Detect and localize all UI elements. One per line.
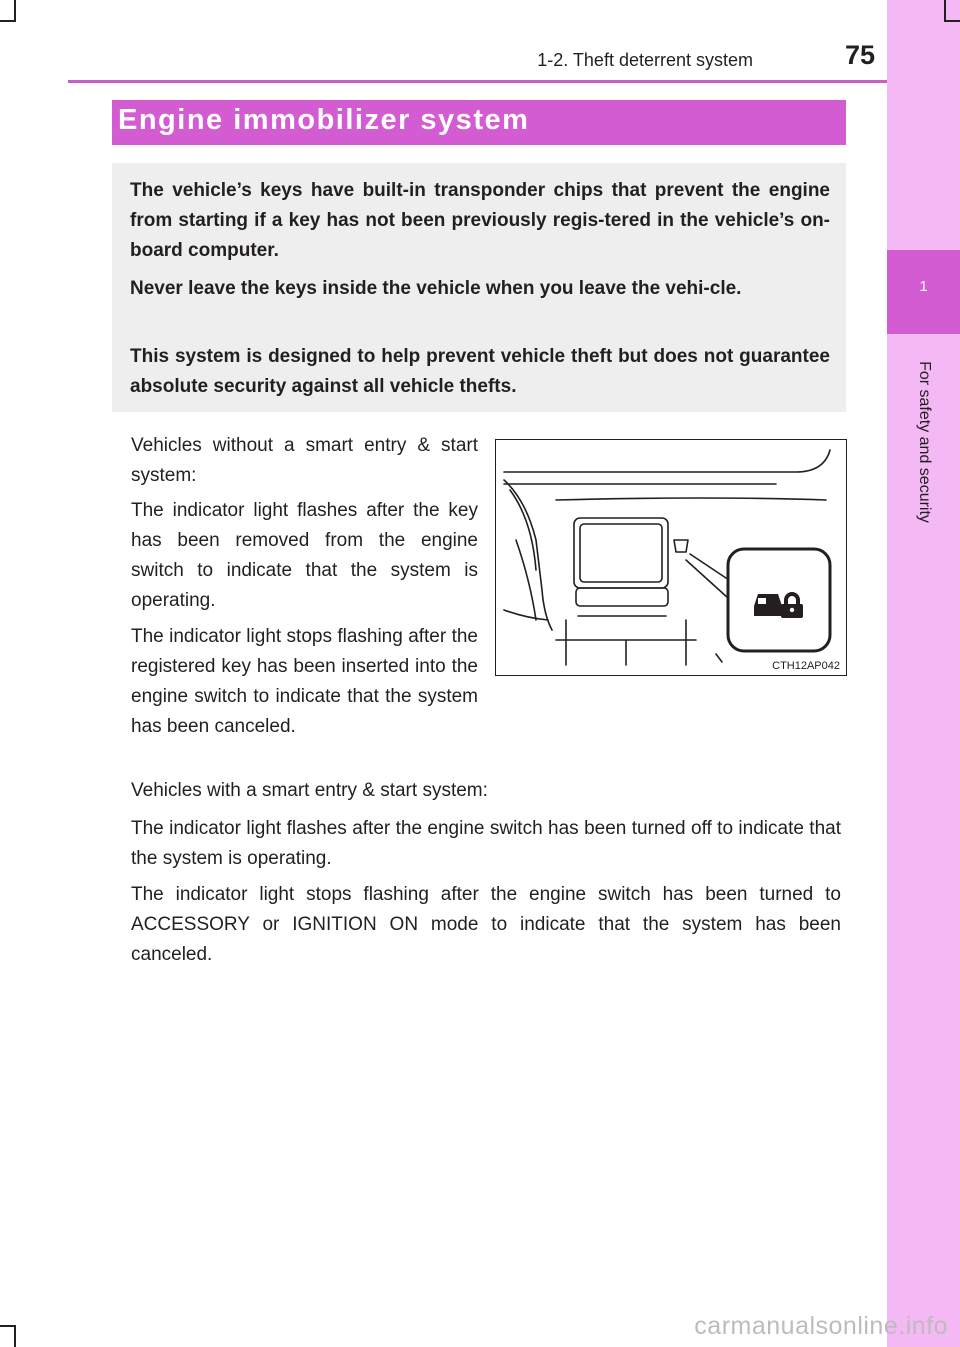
chapter-number: 1 [919,278,928,295]
crop-mark [14,0,16,22]
page-number: 75 [844,40,875,70]
without-smart-paragraph: The indicator light flashes after the key has been removed from the engine switch to indicate that the system is operating. [131,500,478,611]
with-smart-paragraph: The indicator light flashes after the engine switch has been turned off to indicate that the system is operating. [131,818,841,869]
with-smart-heading: Vehicles with a smart entry & start system: [131,780,488,801]
with-smart-paragraph: The indicator light stops flashing after the engine switch has been turned to ACCESSORY or IGNITION ON mode to indicate that the system has been canceled. [131,884,841,965]
intro-box [112,163,846,412]
dashboard-drawing [496,440,846,675]
without-smart-paragraph: The indicator light stops flashing after the registered key has been inserted into the engine switch to indicate that the system has been canceled. [131,626,478,737]
section-title: Engine immobilizer system [118,104,530,136]
page-header [0,36,887,76]
crop-mark [14,1325,16,1347]
intro-paragraph: This system is designed to help prevent vehicle theft but does not guarantee absolute security against all vehicle thefts. [130,346,830,397]
intro-paragraph: The vehicle’s keys have built-in transponder chips that prevent the engine from starting if a key has not been previously regis-tered in the vehicle’s on-board computer. [130,180,830,261]
crop-mark [0,20,16,22]
header-rule [68,80,887,83]
security-indicator-icon [754,592,803,618]
crop-mark [0,1325,16,1327]
section-reference: 1-2. Theft deterrent system [537,50,753,70]
crop-mark [944,0,946,22]
figure-code: CTH12AP042 [772,660,840,672]
dashboard-illustration [495,439,847,676]
without-smart-heading: Vehicles without a smart entry & start system: [131,435,478,486]
intro-paragraph: Never leave the keys inside the vehicle when you leave the vehi-cle. [130,278,742,299]
section-title-bar [112,100,846,145]
chapter-label: For safety and security [916,361,933,523]
chapter-tab-strip [887,0,960,1347]
crop-mark [944,20,960,22]
watermark: carmanualsonline.info [694,1312,948,1340]
